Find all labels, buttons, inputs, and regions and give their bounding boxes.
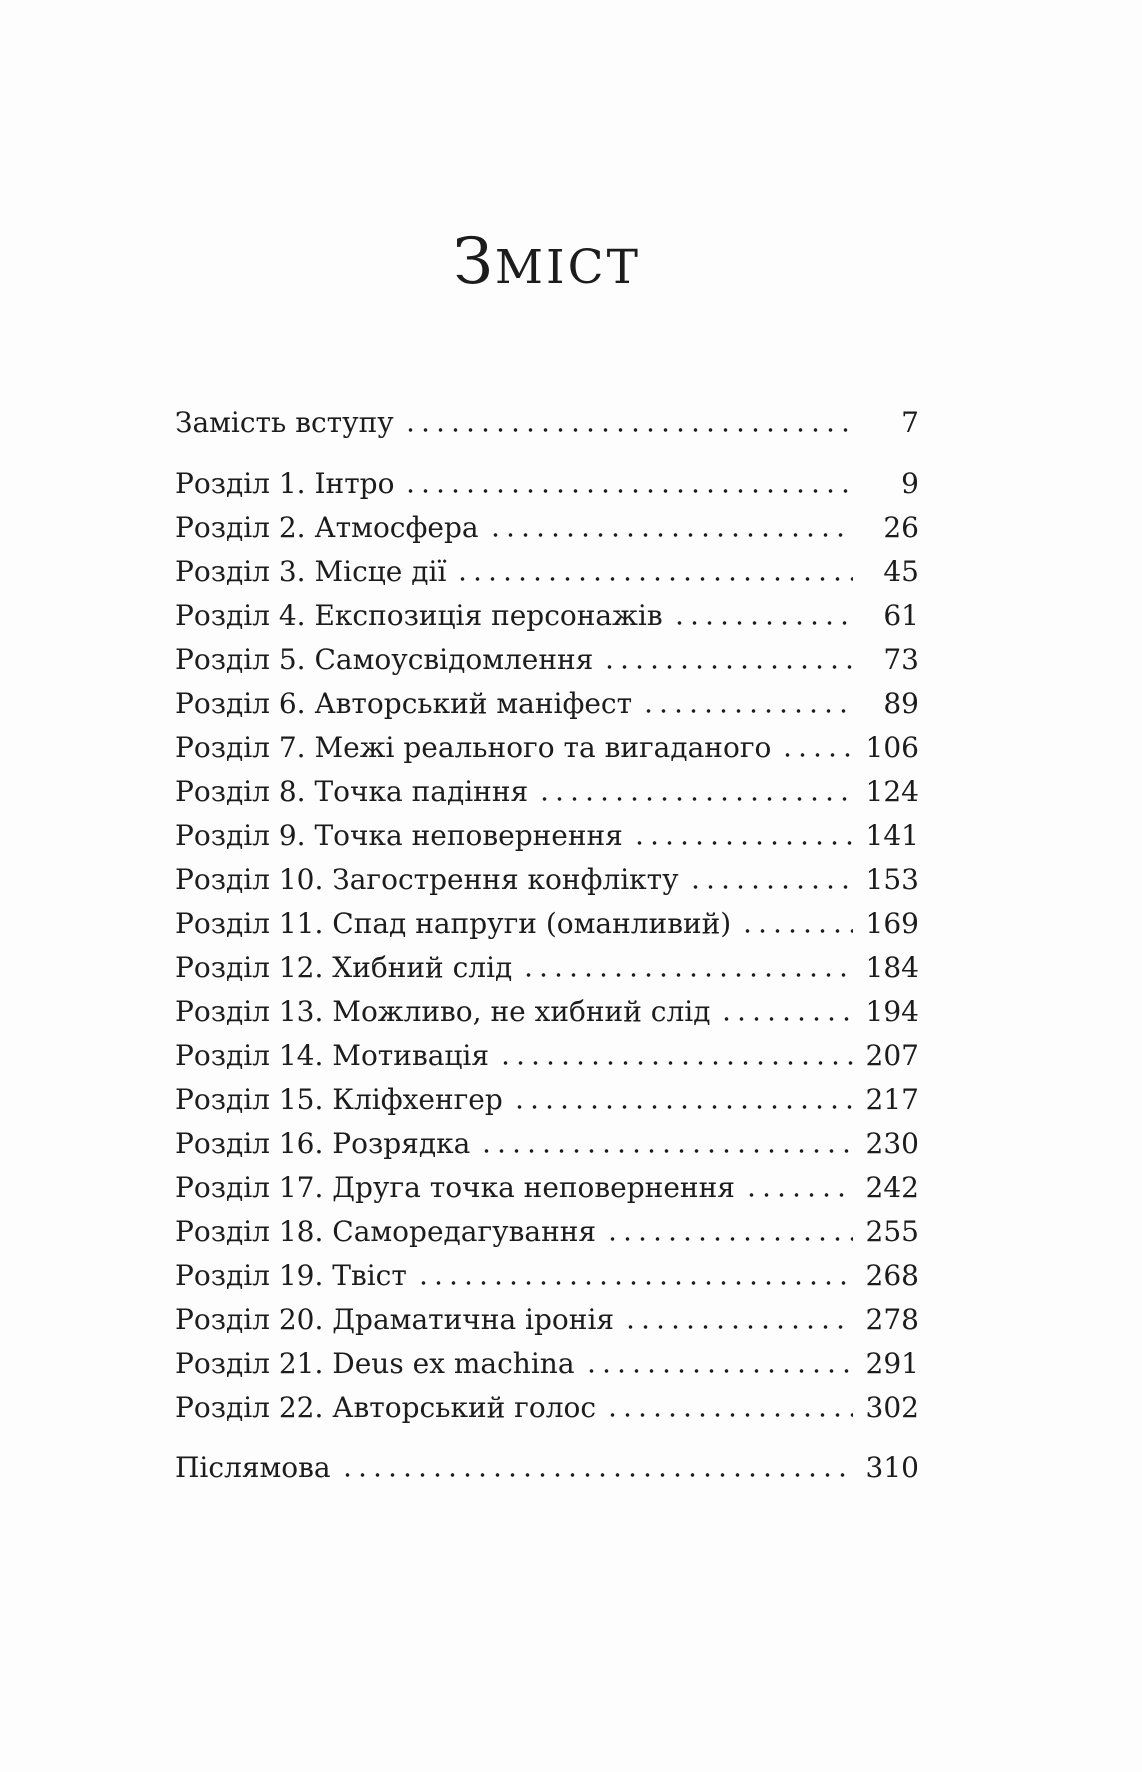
- toc-entry-label: Розділ 17. Друга точка неповернення: [175, 1171, 735, 1204]
- toc-entry-page: 45: [883, 555, 919, 588]
- toc-list: [175, 401, 919, 1490]
- toc-entry-label: Післямова: [175, 1451, 331, 1484]
- dot-leader-icon: [602, 665, 853, 669]
- dot-leader-icon: [537, 797, 853, 801]
- toc-entry-label: Розділ 4. Експозиція персонажів: [175, 599, 663, 632]
- dot-leader-icon: [740, 929, 853, 933]
- dot-leader-icon: [623, 1325, 853, 1329]
- toc-entry: [175, 1166, 919, 1210]
- toc-entry-page: 106: [865, 731, 919, 764]
- dot-leader-icon: [521, 973, 853, 977]
- toc-entry: [175, 1034, 919, 1078]
- toc-entry-label: Розділ 1. Інтро: [175, 467, 395, 500]
- toc-entry-label: Розділ 8. Точка падіння: [175, 775, 529, 808]
- dot-leader-icon: [403, 489, 853, 493]
- dot-leader-icon: [780, 753, 853, 757]
- toc-entry-label: Розділ 9. Точка неповернення: [175, 819, 623, 852]
- toc-entry-page: 153: [865, 863, 919, 896]
- toc-entry: [175, 401, 919, 445]
- dot-leader-icon: [479, 1149, 853, 1153]
- toc-entry-label: Розділ 13. Можливо, не хибний слід: [175, 995, 711, 1028]
- toc-entry-label: Розділ 3. Місце дії: [175, 555, 447, 588]
- toc-entry-label: Розділ 15. Кліфхенгер: [175, 1083, 503, 1116]
- toc-entry-label: Розділ 12. Хибний слід: [175, 951, 513, 984]
- toc-entry-page: 302: [865, 1391, 919, 1424]
- toc-entry: [175, 902, 919, 946]
- toc-entry: [175, 506, 919, 550]
- dot-leader-icon: [512, 1105, 853, 1109]
- toc-entry-page: 217: [865, 1083, 919, 1116]
- toc-entry-page: 184: [865, 951, 919, 984]
- toc-entry-label: Розділ 18. Саморедагування: [175, 1215, 597, 1248]
- toc-entry-label: Розділ 14. Мотивація: [175, 1039, 490, 1072]
- dot-leader-icon: [672, 621, 853, 625]
- toc-entry: [175, 946, 919, 990]
- toc-entry-page: 141: [865, 819, 919, 852]
- toc-entry: [175, 990, 919, 1034]
- toc-entry-page: 268: [865, 1259, 919, 1292]
- toc-entry-page: 9: [901, 467, 919, 500]
- toc-entry-page: 194: [865, 995, 919, 1028]
- toc-entry: [175, 1254, 919, 1298]
- toc-entry: [175, 638, 919, 682]
- page-title: ЗМІСТ: [453, 225, 641, 299]
- toc-entry: [175, 858, 919, 902]
- toc-entry-page: 124: [865, 775, 919, 808]
- toc-entry: [175, 1078, 919, 1122]
- dot-leader-icon: [744, 1193, 853, 1197]
- toc-entry-page: 291: [865, 1347, 919, 1380]
- toc-entry-label: Розділ 22. Авторський голос: [175, 1391, 597, 1424]
- toc-entry: [175, 1386, 919, 1430]
- dot-leader-icon: [688, 885, 853, 889]
- dot-leader-icon: [340, 1473, 853, 1477]
- toc-entry: [175, 462, 919, 506]
- dot-leader-icon: [719, 1017, 853, 1021]
- toc-entry-page: 89: [883, 687, 919, 720]
- toc-entry-label: Розділ 10. Загострення конфлікту: [175, 863, 679, 896]
- toc-entry: [175, 594, 919, 638]
- toc-entry: [175, 682, 919, 726]
- toc-entry: [175, 1210, 919, 1254]
- toc-entry: [175, 726, 919, 770]
- toc-entry-page: 230: [865, 1127, 919, 1160]
- toc-entry-label: Розділ 20. Драматична іронія: [175, 1303, 615, 1336]
- dot-leader-icon: [416, 1281, 853, 1285]
- toc-entry-page: 310: [865, 1451, 919, 1484]
- dot-leader-icon: [403, 428, 853, 432]
- toc-entry-page: 255: [865, 1215, 919, 1248]
- toc-entry-page: 73: [883, 643, 919, 676]
- dot-leader-icon: [488, 533, 853, 537]
- toc-entry: [175, 814, 919, 858]
- dot-leader-icon: [455, 577, 853, 581]
- toc-entry-page: 26: [883, 511, 919, 544]
- toc-entry: [175, 1122, 919, 1166]
- dot-leader-icon: [605, 1237, 853, 1241]
- toc-entry: [175, 1342, 919, 1386]
- toc-entry-label: Розділ 16. Розрядка: [175, 1127, 471, 1160]
- dot-leader-icon: [584, 1369, 853, 1373]
- toc-entry-label: Замість вступу: [175, 406, 394, 439]
- toc-entry-page: 242: [865, 1171, 919, 1204]
- dot-leader-icon: [498, 1061, 853, 1065]
- toc-entry-page: 169: [865, 907, 919, 940]
- toc-entry-label: Розділ 7. Межі реального та вигаданого: [175, 731, 772, 764]
- toc-entry: [175, 1446, 919, 1490]
- toc-entry-page: 278: [865, 1303, 919, 1336]
- toc-entry-label: Розділ 2. Атмосфера: [175, 511, 479, 544]
- toc-entry-page: 7: [901, 406, 919, 439]
- toc-entry-label: Розділ 19. Твіст: [175, 1259, 407, 1292]
- toc-entry: [175, 770, 919, 814]
- toc-entry: [175, 550, 919, 594]
- toc-entry: [175, 1298, 919, 1342]
- toc-entry-page: 61: [883, 599, 919, 632]
- dot-leader-icon: [641, 709, 853, 713]
- dot-leader-icon: [632, 841, 853, 845]
- toc-entry-label: Розділ 5. Самоусвідомлення: [175, 643, 594, 676]
- toc-entry-label: Розділ 11. Спад напруги (оманливий): [175, 907, 732, 940]
- toc-entry-label: Розділ 6. Авторський маніфест: [175, 687, 633, 720]
- toc-entry-page: 207: [865, 1039, 919, 1072]
- dot-leader-icon: [605, 1413, 853, 1417]
- toc-entry-label: Розділ 21. Deus ex machina: [175, 1347, 575, 1380]
